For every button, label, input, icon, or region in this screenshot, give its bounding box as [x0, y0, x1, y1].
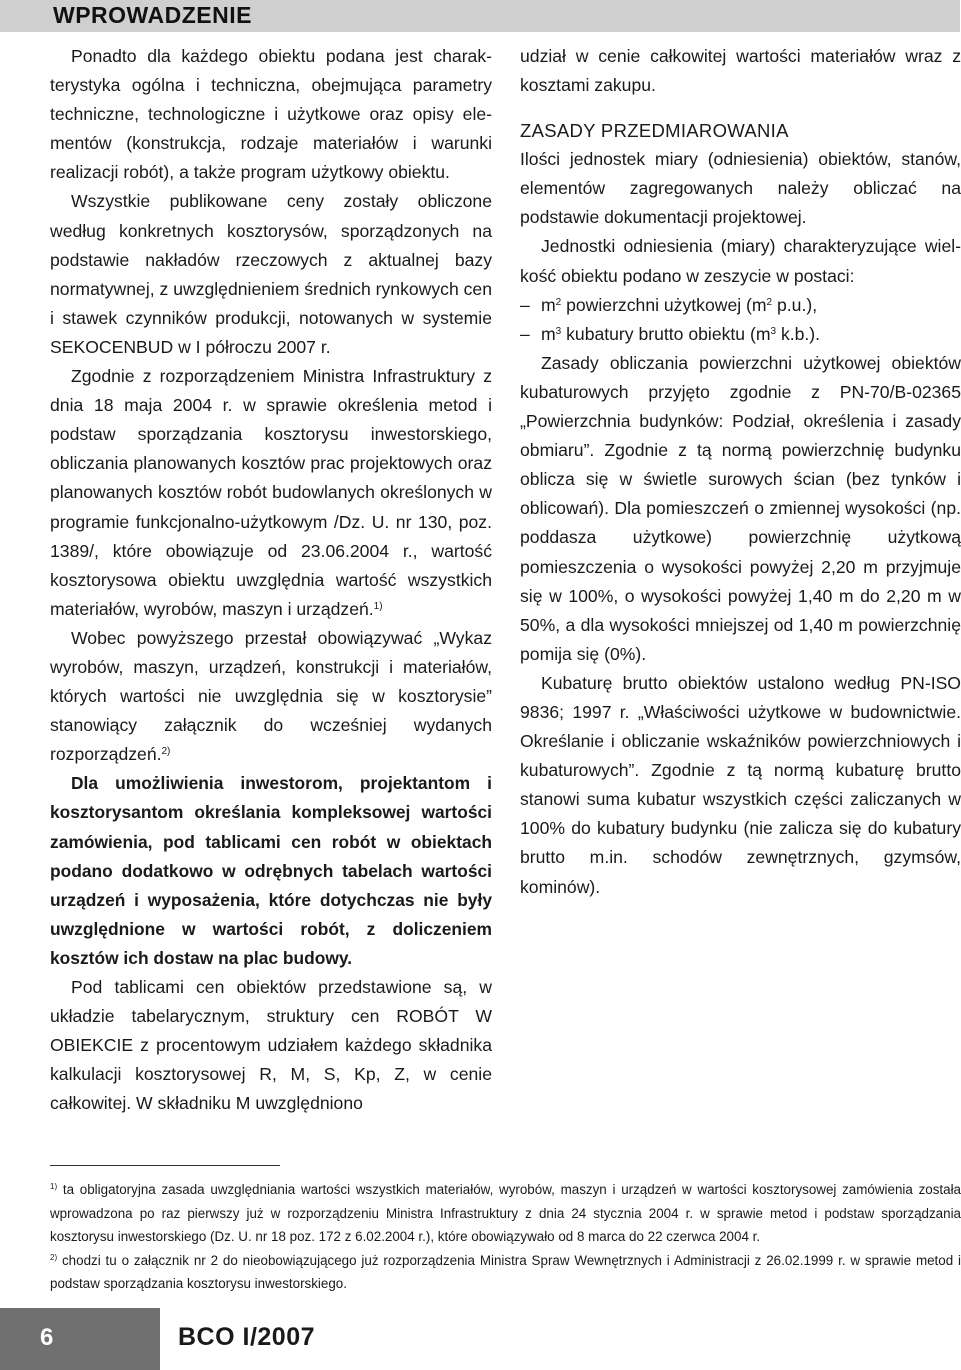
unit-list: [520, 291, 961, 349]
journal-name: BCO I/2007: [178, 1323, 316, 1351]
paragraph: Kubaturę brutto obiektów ustalono według PN-ISO 9836; 1997 r. „Właściwości użytkowe w budownictwie. Określanie i obliczanie wskaźników powierzchniowych i kubaturowych”. Zgodnie z tą normą kubaturę brutto stanowi suma kubatur wszystkich części zaliczanych w 100% do kubatury budynku (nie zalicza się do kubatury brutto m.in. schodów zewnętrznych, gzymsów, kominów).: [520, 672, 961, 897]
paragraph: Ponadto dla każdego obiektu podana jest charakterystyka ogólna i techniczna, obejmująca parametry techniczne, technologiczne i użytkowe oraz opisy elementów (konstrukcja, rodzaje materiałów i warunki realizacji robót), a także program użytkowy obiektu.: [50, 46, 492, 183]
paragraph: Pod tablicami cen obiektów przedstawione są, w układzie tabelarycznym, struktury cen ROBÓT W OBIEKCIE z procentowym udziałem każdego składnika kalkulacji kosztorysowej R, M, S, Kp, Z, w cenie całkowitej. W składniku M uwzględniono: [50, 977, 492, 1114]
list-text: m: [541, 294, 556, 315]
list-item: [520, 320, 961, 349]
paragraph: Jednostki odniesienia (miary) charakteryzujące wielkość obiektu podano w zeszycie w postaci:: [520, 236, 961, 286]
bold-paragraph: Dla umożliwienia inwestorom, projektantom i kosztorysantom określania kompleksowej wartości zamówienia, pod tablicami cen robót w obiektach podano dodatkowo w odrębnych tabelach wartości urządzeń i wyposażenia, które dotychczas nie były uwzględnione w wartości robót, z doliczeniem kosztów ich dostaw na plac budowy.: [50, 773, 492, 968]
paragraph: Zasady obliczania powierzchni użytkowej obiektów kubaturowych przyjęto zgodnie z PN-70/B-02365 „Powierzchnia budynków: Podział, określenia i zasady obmiaru”. Zgodnie z tą normą powierzchnię budynku oblicza się w świetle surowych ścian (bez tynków i oblicowań). Dla pomieszczeń o zmiennej wysokości (np. poddasza użytkowe) powierzchnię użytkową pomieszczenia o wysokości powyżej 2,20 m przyjmuje się w 100%, o wysokości powyżej 1,40 m do 2,20 m w 50%, a dla wysokości mniejszej od 1,40 m powierzchnię pomija się (0%).: [520, 352, 961, 664]
right-text-column: [520, 42, 961, 902]
footnote-text: ta obligatoryjna zasada uwzględniania wartości wszystkich materiałów, wyrobów, maszyn i urządzeń w wartości kosztorysowej zamówienia została wprowadzona po raz pierwszy już w rozporządzeniu Ministra Infrastruktury z dnia 24 stycznia 2004 r. w sprawie metod i podstaw sporządzania kosztorysu inwestorskiego (Dz. U. nr 18 poz. 172 z 6.02.2004 r.), które obowiązywało od 8 marca do 22 czerwca 2004 r.: [50, 1182, 961, 1245]
list-item: [520, 291, 961, 320]
list-text: k.b.).: [776, 323, 821, 344]
paragraph: [50, 624, 492, 769]
paragraph: [50, 362, 492, 624]
paragraph: udział w cenie całkowitej wartości materiałów wraz z kosztami zakupu.: [520, 46, 961, 96]
paragraph-text: Wobec powyższego przestał obowiązywać „Wykaz wyrobów, maszyn, urządzeń, konstrukcji i materiałów, których wartości nie uwzględnia się w kosztorysie” stanowiący załącznik do wcześniej wydanych rozporządzeń.: [50, 627, 492, 765]
footnote-mark: 1): [50, 1182, 58, 1191]
footnote-mark: 2): [50, 1252, 58, 1262]
footnote-divider: [50, 1165, 280, 1166]
paragraph-text: Zgodnie z rozporządzeniem Ministra Infrastruktury z dnia 18 maja 2004 r. w sprawie określenia metod i podstaw sporządzania kosztorysu inwestorskiego, obliczania planowanych kosztów prac projektowych oraz planowanych kosztów robót budowlanych określonych w programie funkcjonalno-użytkowym /Dz. U. nr 130, poz. 1389/, które obowiązuje od 23.06.2004 r., wartość kosztorysowa obiektu uwzględnia wartość wszystkich materiałów, wyrobów, maszyn i urządzeń.: [50, 366, 492, 619]
dash-bullet: –: [520, 294, 530, 315]
footnote: [50, 1249, 961, 1296]
superscript: 3: [555, 325, 562, 337]
page-number: 6: [40, 1324, 54, 1351]
footnotes: [50, 1178, 961, 1296]
list-text: p.u.),: [772, 294, 818, 315]
list-text: powierzchni użytkowej (m: [561, 294, 767, 315]
left-text-column: [50, 42, 492, 1118]
dash-bullet: –: [520, 323, 530, 344]
footnote-ref: 1): [373, 600, 383, 612]
paragraph: Ilości jednostek miary (odniesienia) obiektów, stanów, elementów zagregowanych należy obliczać na podstawie dokumentacji projektowej.: [520, 149, 961, 228]
footnote-text: chodzi tu o załącznik nr 2 do nieobowiązującego już rozporządzenia Ministra Spraw Wewnętrznych i Administracji z 26.02.1999 r. w sprawie metod i podstaw sporządzania kosztorysu inwestorskiego.: [50, 1252, 961, 1292]
footnote-ref: 2): [161, 746, 171, 758]
page-number-box: [0, 1308, 160, 1370]
subsection-heading: ZASADY PRZEDMIAROWANIA: [520, 120, 789, 142]
list-text: m: [541, 323, 556, 344]
section-title: WPROWADZENIE: [53, 2, 252, 28]
footnote: [50, 1178, 961, 1249]
superscript: 3: [770, 325, 777, 337]
superscript: 2: [766, 296, 773, 308]
list-text: kubatury brutto obiektu (m: [561, 323, 771, 344]
paragraph: Wszystkie publikowane ceny zostały obliczone według konkretnych kosztorysów, sporządzonych na podstawie nakładów rzeczowych z aktualnej bazy normatywnej, z uwzględnieniem średnich rynkowych cen i stawek czynników produkcji, notowanych w systemie SEKOCENBUD w I półroczu 2007 r.: [50, 191, 492, 357]
superscript: 2: [555, 296, 562, 308]
